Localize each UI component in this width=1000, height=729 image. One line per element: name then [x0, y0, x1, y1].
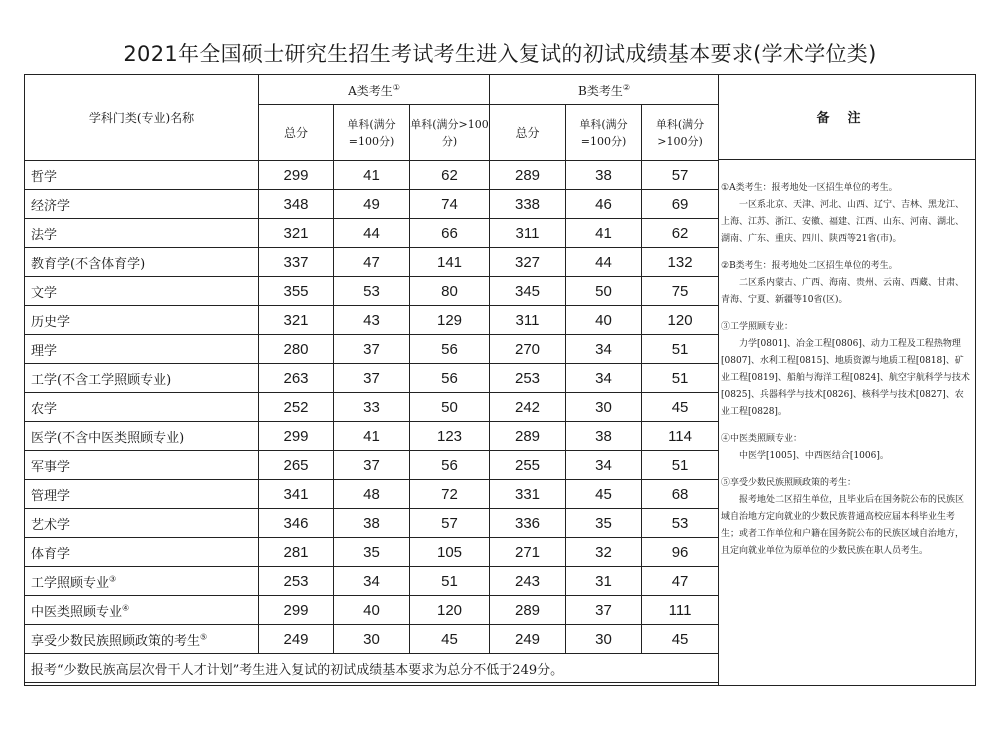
subject-name-text: 理学 [31, 343, 58, 359]
score-a-s100: 38 [334, 509, 410, 538]
subject-name [25, 277, 259, 306]
score-a-s150: 56 [410, 364, 490, 393]
score-b-s100: 50 [566, 277, 642, 306]
note-title: ②B类考生：报考地处二区招生单位的考生。 [721, 261, 898, 271]
note-title: ④中医类照顾专业： [721, 434, 803, 444]
subject-name-text: 教育学(不含体育学) [31, 256, 146, 272]
score-a-total: 299 [259, 422, 334, 451]
score-a-total: 252 [259, 393, 334, 422]
score-a-s100: 34 [334, 567, 410, 596]
score-b-s150: 45 [642, 625, 719, 654]
subject-note-mark: ③ [109, 574, 117, 584]
subject-name-text: 历史学 [31, 314, 71, 330]
score-a-total: 265 [259, 451, 334, 480]
score-a-s100: 47 [334, 248, 410, 277]
a-total-header: 总分 [259, 105, 334, 161]
score-b-total: 243 [490, 567, 566, 596]
subject-name-text: 享受少数民族照顾政策的考生 [31, 633, 201, 649]
score-a-s100: 44 [334, 219, 410, 248]
score-b-total: 289 [490, 422, 566, 451]
subject-name [25, 248, 259, 277]
score-a-total: 253 [259, 567, 334, 596]
score-a-total: 341 [259, 480, 334, 509]
table-row [25, 277, 719, 306]
table-row [25, 393, 719, 422]
group-b-mark: ② [622, 83, 631, 92]
score-a-s100: 43 [334, 306, 410, 335]
score-b-total: 255 [490, 451, 566, 480]
score-b-s100: 45 [566, 480, 642, 509]
note-item [721, 180, 972, 248]
subject-name [25, 625, 259, 654]
score-b-total: 345 [490, 277, 566, 306]
score-b-total: 271 [490, 538, 566, 567]
a-single-100-header: 单科(满分=100分) [334, 105, 410, 161]
table-row [25, 509, 719, 538]
score-b-total: 331 [490, 480, 566, 509]
score-a-s150: 62 [410, 161, 490, 190]
table-row [25, 596, 719, 625]
subject-name-text: 工学(不含工学照顾专业) [31, 372, 172, 388]
score-a-total: 348 [259, 190, 334, 219]
score-a-total: 321 [259, 306, 334, 335]
score-b-s100: 46 [566, 190, 642, 219]
table-row [25, 625, 719, 654]
score-a-total: 299 [259, 596, 334, 625]
group-a-mark: ① [392, 83, 400, 92]
note-text: 二区系内蒙古、广西、海南、贵州、云南、西藏、甘肃、青海、宁夏、新疆等10省(区)。 [721, 278, 965, 305]
score-a-total: 346 [259, 509, 334, 538]
subject-name-text: 文学 [31, 285, 58, 301]
score-b-total: 338 [490, 190, 566, 219]
subject-name [25, 509, 259, 538]
score-a-s150: 141 [410, 248, 490, 277]
table-row [25, 567, 719, 596]
score-b-total: 249 [490, 625, 566, 654]
score-b-total: 289 [490, 161, 566, 190]
score-b-s150: 120 [642, 306, 719, 335]
subject-name [25, 161, 259, 190]
score-a-s150: 66 [410, 219, 490, 248]
subject-name [25, 596, 259, 625]
score-b-s100: 41 [566, 219, 642, 248]
score-b-s100: 37 [566, 596, 642, 625]
score-b-s150: 111 [642, 596, 719, 625]
subject-name-text: 医学(不含中医类照顾专业) [31, 430, 185, 446]
subject-name-text: 体育学 [31, 546, 71, 562]
table-row [25, 219, 719, 248]
score-b-s100: 30 [566, 625, 642, 654]
subject-name [25, 393, 259, 422]
score-b-s100: 38 [566, 422, 642, 451]
score-b-s100: 44 [566, 248, 642, 277]
score-b-s100: 38 [566, 161, 642, 190]
table-row [25, 480, 719, 509]
page-title: 2021年全国硕士研究生招生考试考生进入复试的初试成绩基本要求(学术学位类) [123, 42, 877, 66]
score-a-s100: 53 [334, 277, 410, 306]
note-item [721, 475, 972, 560]
score-a-s150: 129 [410, 306, 490, 335]
score-a-s150: 57 [410, 509, 490, 538]
score-b-s100: 32 [566, 538, 642, 567]
notes-header: 备注 [719, 74, 976, 160]
score-a-total: 249 [259, 625, 334, 654]
score-b-s100: 30 [566, 393, 642, 422]
score-a-s100: 35 [334, 538, 410, 567]
group-b-label: B类考生 [578, 84, 623, 98]
subject-name-text: 军事学 [31, 459, 71, 475]
score-b-s100: 34 [566, 451, 642, 480]
score-a-s150: 51 [410, 567, 490, 596]
score-a-total: 280 [259, 335, 334, 364]
score-a-s100: 41 [334, 161, 410, 190]
notes-body [719, 160, 976, 560]
subject-name [25, 538, 259, 567]
score-a-s100: 37 [334, 451, 410, 480]
score-a-s150: 56 [410, 451, 490, 480]
note-title: ⑤享受少数民族照顾政策的考生： [721, 478, 857, 488]
note-title: ①A类考生：报考地处一区招生单位的考生。 [721, 183, 898, 193]
note-title: ③工学照顾专业： [721, 322, 794, 332]
score-b-s150: 96 [642, 538, 719, 567]
subject-name-text: 管理学 [31, 488, 71, 504]
score-b-s150: 68 [642, 480, 719, 509]
subject-note-mark: ④ [122, 603, 130, 613]
subject-name [25, 190, 259, 219]
score-a-total: 263 [259, 364, 334, 393]
score-a-total: 337 [259, 248, 334, 277]
score-b-total: 327 [490, 248, 566, 277]
score-b-s100: 34 [566, 364, 642, 393]
score-b-s150: 51 [642, 364, 719, 393]
subject-name [25, 451, 259, 480]
subject-name-text: 工学照顾专业 [31, 575, 110, 591]
score-b-s150: 132 [642, 248, 719, 277]
b-single-over-100-header: 单科(满分>100分) [642, 105, 719, 161]
score-b-total: 270 [490, 335, 566, 364]
subject-name [25, 219, 259, 248]
subject-name [25, 364, 259, 393]
score-a-s100: 33 [334, 393, 410, 422]
score-a-s100: 48 [334, 480, 410, 509]
table-row [25, 335, 719, 364]
subject-name [25, 480, 259, 509]
score-b-s150: 62 [642, 219, 719, 248]
score-b-total: 253 [490, 364, 566, 393]
group-a-header [259, 75, 490, 105]
score-b-s150: 75 [642, 277, 719, 306]
score-a-s100: 37 [334, 335, 410, 364]
note-item [721, 319, 972, 421]
score-a-s150: 56 [410, 335, 490, 364]
note-text: 报考地处二区招生单位，且毕业后在国务院公布的民族区域自治地方定向就业的少数民族普通高校应届本科毕业生考生；或者工作单位和户籍在国务院公布的民族区域自治地方，且定向就业单位为原单位的少数民族在职人员考生。 [721, 495, 965, 556]
score-b-s150: 53 [642, 509, 719, 538]
table-row [25, 451, 719, 480]
table-row [25, 190, 719, 219]
note-item [721, 258, 972, 309]
score-a-total: 281 [259, 538, 334, 567]
score-a-s100: 30 [334, 625, 410, 654]
score-b-s150: 114 [642, 422, 719, 451]
score-b-s150: 57 [642, 161, 719, 190]
score-table [24, 74, 719, 683]
subject-name-text: 法学 [31, 227, 58, 243]
note-text: 一区系北京、天津、河北、山西、辽宁、吉林、黑龙江、上海、江苏、浙江、安徽、福建、江西、山东、河南、湖北、湖南、广东、重庆、四川、陕西等21省(市)。 [721, 200, 965, 244]
group-b-header [490, 75, 719, 105]
score-b-total: 242 [490, 393, 566, 422]
subject-name [25, 567, 259, 596]
subject-note-mark: ⑤ [200, 632, 208, 642]
score-a-s150: 80 [410, 277, 490, 306]
score-a-s100: 49 [334, 190, 410, 219]
note-text: 力学[0801]、冶金工程[0806]、动力工程及工程热物理[0807]、水利工程[0815]、地质资源与地质工程[0818]、矿业工程[0819]、船舶与海洋工程[0824]、航空宇航科学与技术[0825]、兵器科学与技术[0826]、核科学与技术[0827]、农业工程[0828]。 [721, 339, 970, 417]
subject-name [25, 422, 259, 451]
score-b-s100: 35 [566, 509, 642, 538]
score-b-total: 311 [490, 219, 566, 248]
score-b-s150: 45 [642, 393, 719, 422]
score-a-s150: 50 [410, 393, 490, 422]
subject-column-header: 学科门类(专业)名称 [25, 75, 259, 161]
score-a-s150: 72 [410, 480, 490, 509]
score-a-s150: 45 [410, 625, 490, 654]
table-row [25, 538, 719, 567]
score-b-s150: 51 [642, 451, 719, 480]
a-single-over-100-header: 单科(满分>100分) [410, 105, 490, 161]
score-b-s150: 47 [642, 567, 719, 596]
score-a-total: 321 [259, 219, 334, 248]
subject-name-text: 中医类照顾专业 [31, 604, 123, 620]
score-b-s150: 51 [642, 335, 719, 364]
table-row [25, 248, 719, 277]
subject-name-text: 经济学 [31, 198, 71, 214]
score-a-s150: 105 [410, 538, 490, 567]
group-a-label: A类考生 [348, 84, 393, 98]
score-a-s150: 123 [410, 422, 490, 451]
table-row [25, 306, 719, 335]
score-a-total: 299 [259, 161, 334, 190]
subject-name-text: 哲学 [31, 169, 58, 185]
score-a-s150: 74 [410, 190, 490, 219]
subject-name [25, 306, 259, 335]
subject-name-text: 艺术学 [31, 517, 71, 533]
subject-name-text: 农学 [31, 401, 58, 417]
score-a-s100: 41 [334, 422, 410, 451]
score-b-s150: 69 [642, 190, 719, 219]
score-b-s100: 40 [566, 306, 642, 335]
score-a-total: 355 [259, 277, 334, 306]
b-total-header: 总分 [490, 105, 566, 161]
table-row [25, 422, 719, 451]
score-b-total: 336 [490, 509, 566, 538]
note-item [721, 431, 972, 465]
notes-panel [718, 74, 976, 686]
score-b-total: 311 [490, 306, 566, 335]
table-row [25, 364, 719, 393]
score-b-s100: 34 [566, 335, 642, 364]
score-b-s100: 31 [566, 567, 642, 596]
score-a-s150: 120 [410, 596, 490, 625]
b-single-100-header: 单科(满分=100分) [566, 105, 642, 161]
footnote: 报考“少数民族高层次骨干人才计划”考生进入复试的初试成绩基本要求为总分不低于249分。 [25, 654, 719, 683]
subject-name [25, 335, 259, 364]
note-text: 中医学[1005]、中西医结合[1006]。 [739, 451, 889, 461]
score-b-total: 289 [490, 596, 566, 625]
table-row [25, 161, 719, 190]
score-a-s100: 40 [334, 596, 410, 625]
score-a-s100: 37 [334, 364, 410, 393]
